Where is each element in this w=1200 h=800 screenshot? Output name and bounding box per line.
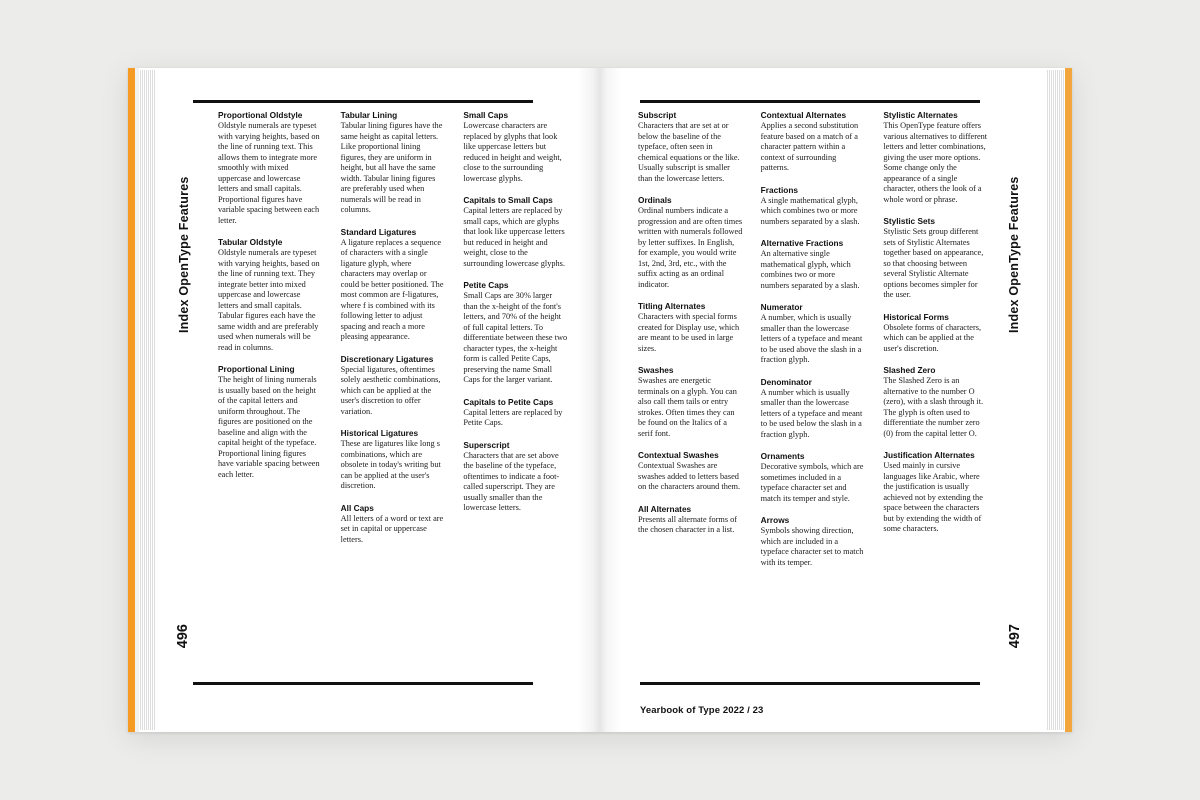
entry-body: The height of lining numerals is usually based on the height of the capital letters and uniform throughout. The figures are positioned on the baseline and align with the capital height of the typeface. Proportional lining figures have variable spacing between each letter. [218, 375, 320, 479]
entry-body: Capital letters are replaced by Petite Caps. [463, 407, 563, 427]
entry-title: Contextual Alternates [760, 110, 847, 120]
entry-body: An alternative single mathematical glyph, which combines two or more numbers separated by a slash. [760, 249, 860, 290]
glossary-entry [463, 195, 568, 269]
entry-title: Historical Forms [883, 311, 949, 322]
entry-body: A ligature replaces a sequence of characters with a single ligature glyph, where characters may overlap or could be better positioned. The most common are f-ligatures, where f is combined with its following letter to adjust spacing and reach a more pleasing appearance. [340, 237, 444, 341]
glossary-entry [463, 280, 568, 386]
entry-title: Tabular Oldstyle [218, 237, 283, 247]
right-column-1 [638, 110, 743, 579]
entry-body: A number, which is usually smaller than the lowercase letters of a typeface and meant to be used above the slash in a fraction glyph. [760, 313, 863, 364]
glossary-entry [883, 365, 988, 439]
entry-title: Ordinals [638, 195, 672, 205]
entry-title: Proportional Oldstyle [218, 110, 303, 120]
glossary-entry [761, 451, 866, 504]
glossary-entry [638, 110, 743, 184]
entry-title: Discretionary Ligatures [340, 353, 434, 364]
entry-title: Petite Caps [463, 280, 509, 290]
entry-body: Capital letters are replaced by small caps, which are glyphs that look like uppercase letters but reduced in height and weight, close to the surrounding lowercase glyphs. [463, 206, 565, 268]
left-column-1 [218, 110, 323, 556]
entry-body: This OpenType feature offers various alternatives to different letters and letter combinations, giving the user more options. Some change only the appearance of a single character, others the look of a whole word or phrase. [883, 121, 988, 204]
entry-title: Proportional Lining [218, 364, 295, 374]
entry-body: A number which is usually smaller than the lowercase letters of a typeface and meant to be used below the slash in a fraction glyph. [760, 387, 863, 439]
book-binding-edge [128, 68, 135, 732]
entry-title: Subscript [638, 110, 677, 120]
page-edges-left [139, 70, 155, 730]
glossary-entry [761, 302, 866, 366]
entry-title: Small Caps [463, 110, 509, 120]
glossary-entry [883, 110, 988, 205]
left-column-2 [341, 110, 446, 556]
glossary-entry [761, 515, 866, 568]
entry-body: Stylistic Sets group different sets of Stylistic Alternates together based on appearance, so that choosing between several Stylistic Alternate options becomes simpler for the user. [883, 227, 984, 299]
glossary-entry [638, 504, 743, 536]
page-edges-right [1047, 70, 1065, 730]
entry-title: Arrows [760, 515, 790, 525]
left-page-columns [218, 110, 568, 556]
glossary-entry [341, 227, 446, 343]
glossary-entry [218, 364, 323, 480]
entry-body: Applies a second substitution feature based on a match of a character pattern within a context of surrounding patterns. [760, 121, 859, 172]
right-column-3 [883, 110, 988, 579]
glossary-entry [883, 312, 988, 355]
entry-title: Fractions [760, 184, 799, 195]
entry-body: Characters that are set at or below the baseline of the typeface, often seen in chemical equations or the like. Usually subscript is smaller than the lowercase letters. [638, 121, 740, 183]
entry-title: Superscript [463, 439, 510, 450]
entry-body: A single mathematical glyph, which combines two or more numbers separated by a slash. [760, 195, 860, 226]
entry-body: Small Caps are 30% larger than the x-height of the font's letters, and 70% of the height of full capital letters. To differentiate between these two character types, the x-height form is called Petite Caps, preserving the name Small Caps for the larger variant. [463, 291, 568, 384]
glossary-entry [463, 110, 568, 184]
right-running-head: Index OpenType Features [1007, 176, 1021, 333]
glossary-entry [463, 440, 568, 514]
entry-body: Lowercase characters are replaced by glyphs that look like uppercase letters but reduced in height and weight, close to the surrounding lowercase glyphs. [463, 121, 562, 183]
glossary-entry [638, 365, 743, 439]
right-page [622, 68, 1047, 732]
entry-title: Standard Ligatures [340, 226, 417, 237]
entry-title: Slashed Zero [883, 365, 936, 375]
right-column-2 [761, 110, 866, 579]
entry-body: Characters that are set above the baseline of the typeface, oftentimes to indicate a foot-called superscript. They are usually smaller than the lowercase letters. [463, 450, 560, 512]
glossary-entry [761, 185, 866, 228]
glossary-entry [341, 428, 446, 492]
entry-body: Special ligatures, oftentimes solely aesthetic combinations, which can be applied at the user's discretion to offer variation. [340, 364, 441, 416]
entry-title: Ornaments [760, 451, 805, 461]
entry-title: Denominator [760, 376, 812, 387]
glossary-entry [883, 216, 988, 301]
entry-title: Swashes [638, 365, 674, 375]
glossary-entry [761, 238, 866, 291]
glossary-entry [883, 450, 988, 535]
glossary-entry [761, 377, 866, 441]
right-page-columns [638, 110, 988, 579]
entry-title: Alternative Fractions [760, 238, 844, 248]
glossary-entry [341, 354, 446, 418]
entry-body: Oldstyle numerals are typeset with varying heights, based on the line of running text. This allows them to integrate more smoothly with mixed uppercase and lowercase letters and small capitals. Proportional figures have variable spacing between each letter. [218, 121, 320, 225]
glossary-entry [218, 237, 323, 353]
entry-body: Characters with special forms created for Display use, which are meant to be used in large sizes. [638, 312, 740, 353]
entry-title: Numerator [760, 302, 803, 312]
entry-body: Ordinal numbers indicate a progression and are often times written with numerals followed by letter suffixes. In English, for example, you would write 1st, 2nd, 3rd, etc., with the suffix acting as an ordinal indicator. [638, 206, 743, 289]
entry-body: These are ligatures like long s combinations, which are obsolete in today's writing but can be applied at the user's discretion. [340, 439, 441, 490]
left-running-head: Index OpenType Features [177, 176, 191, 333]
entry-body: Swashes are energetic terminals on a glyph. You can also call them tails or entry strokes. Often times they can be found on the Italics of a serif font. [638, 376, 737, 438]
entry-title: Historical Ligatures [340, 428, 419, 438]
glossary-entry [638, 301, 743, 354]
entry-body: Used mainly in cursive languages like Arabic, where the justification is usually achieved not by extending the space between the characters but by extending the width of some characters. [883, 461, 983, 533]
left-folio: 496 [175, 624, 191, 649]
entry-title: Titling Alternates [638, 301, 706, 311]
entry-body: Obsolete forms of characters, which can be applied at the user's discretion. [883, 322, 982, 353]
right-folio: 497 [1007, 624, 1023, 649]
entry-title: Capitals to Petite Caps [463, 396, 554, 407]
entry-body: All letters of a word or text are set in capital or uppercase letters. [340, 513, 444, 544]
entry-body: Decorative symbols, which are sometimes included in a typeface character set and match its temper and style. [760, 462, 864, 503]
glossary-entry [638, 195, 743, 290]
glossary-entry [341, 110, 446, 216]
left-column-3 [463, 110, 568, 556]
entry-title: Tabular Lining [340, 110, 398, 120]
entry-body: Presents all alternate forms of the chosen character in a list. [638, 514, 738, 534]
glossary-entry [218, 110, 323, 226]
entry-body: Contextual Swashes are swashes added to letters based on the characters around them. [638, 461, 741, 491]
left-page [155, 68, 578, 732]
glossary-entry [761, 110, 866, 174]
entry-title: Stylistic Alternates [883, 110, 958, 120]
entry-body: Oldstyle numerals are typeset with varying heights, based on the line of running text. They integrate better into mixed uppercase and lowercase letters and small capitals. Tabular figures each have the same width and are preferably used when numerals will be read in columns. [218, 248, 320, 352]
entry-title: All Alternates [638, 503, 692, 514]
glossary-entry [463, 397, 568, 429]
glossary-entry [638, 450, 743, 493]
entry-title: Capitals to Small Caps [463, 195, 553, 205]
entry-title: Justification Alternates [883, 450, 975, 460]
entry-body: Tabular lining figures have the same height as capital letters. Like proportional lining figures, they are uniform in height, but all have the same width. Tabular lining figures are preferably used when numerals will be read in columns. [340, 121, 443, 214]
book-fore-edge-accent [1065, 68, 1072, 732]
book-footer-note: Yearbook of Type 2022 / 23 [640, 705, 764, 716]
entry-title: Contextual Swashes [638, 450, 719, 460]
entry-body: Symbols showing direction, which are included in a typeface character set to match with its temper. [760, 526, 864, 567]
entry-title: Stylistic Sets [883, 216, 935, 226]
entry-title: All Caps [340, 502, 374, 513]
glossary-entry [341, 503, 446, 546]
entry-body: The Slashed Zero is an alternative to the number O (zero), with a slash through it. The glyph is often used to differentiate the number zero (0) from the capital letter O. [883, 376, 984, 438]
